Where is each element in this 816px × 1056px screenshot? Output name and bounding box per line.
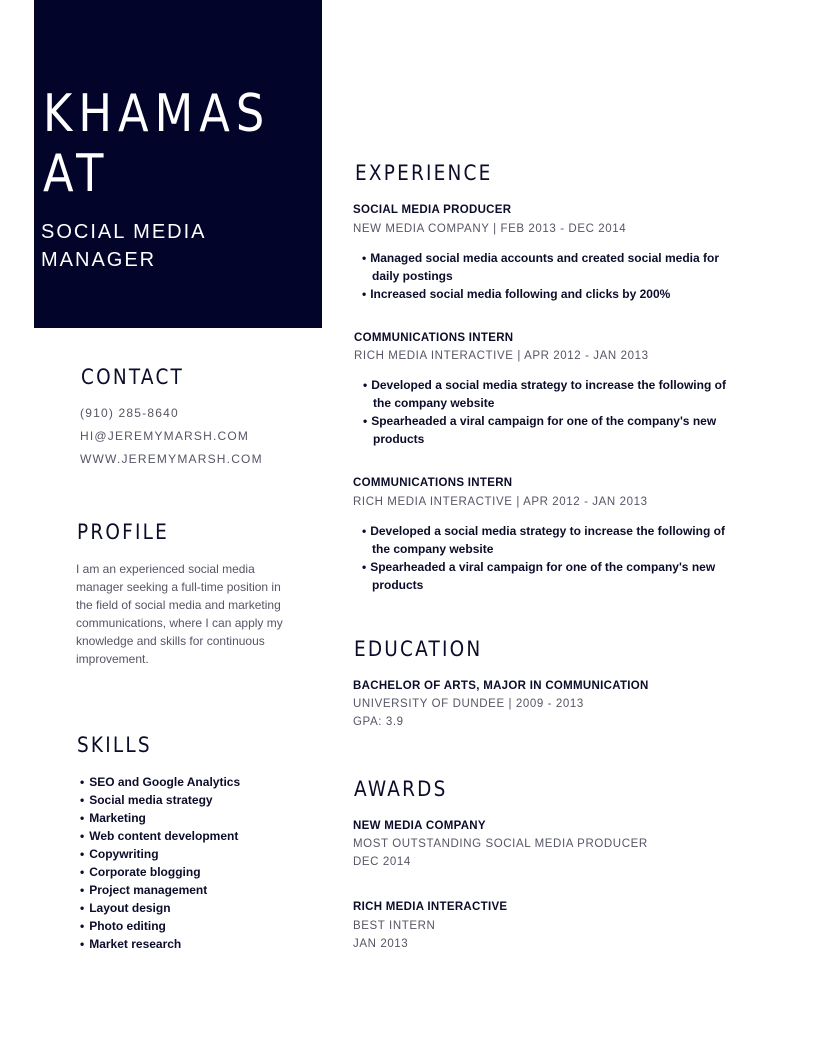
job-title: SOCIAL MEDIA PRODUCER [353, 204, 512, 216]
skills-heading: SKILLS [77, 733, 152, 757]
skill-item: • Layout design [77, 899, 240, 917]
skill-item: • Corporate blogging [77, 863, 240, 881]
skill-item: • Web content development [77, 827, 240, 845]
job-bullets [358, 522, 743, 594]
skill-item: • Project management [77, 881, 240, 899]
education-school: UNIVERSITY OF DUNDEE | 2009 - 2013 [353, 698, 584, 710]
skill-item: • Photo editing [77, 917, 240, 935]
education-gpa: GPA: 3.9 [353, 716, 404, 728]
education-heading: EDUCATION [354, 637, 483, 661]
skill-item: • Copywriting [77, 845, 240, 863]
job-title: COMMUNICATIONS INTERN [354, 332, 514, 344]
skill-item: • Market research [77, 935, 240, 953]
award-date: JAN 2013 [353, 938, 409, 950]
contact-phone: (910) 285-8640 [80, 406, 179, 420]
experience-heading: EXPERIENCE [355, 161, 493, 185]
job-bullet: • Developed a social media strategy to increase the following of the company website [358, 522, 743, 558]
profile-heading: PROFILE [77, 520, 169, 544]
job-bullet: • Increased social media following and clicks by 200% [358, 285, 743, 303]
profile-text: I am an experienced social media manager seeking a full-time position in the field of social media and marketing communications, where I can apply my knowledge and skills for continuous improvement. [76, 562, 283, 666]
contact-heading: CONTACT [81, 365, 185, 389]
award-title: MOST OUTSTANDING SOCIAL MEDIA PRODUCER [353, 838, 648, 850]
education-degree: BACHELOR OF ARTS, MAJOR IN COMMUNICATION [353, 680, 649, 692]
job-bullet: • Spearheaded a viral campaign for one of the company's new products [358, 558, 743, 594]
job-bullets [358, 249, 743, 303]
resume-name: KHAMAS AT [43, 84, 271, 204]
awards-heading: AWARDS [354, 777, 448, 801]
award-org: NEW MEDIA COMPANY [353, 820, 486, 832]
award-title: BEST INTERN [353, 920, 436, 932]
award-date: DEC 2014 [353, 856, 411, 868]
skills-list [77, 773, 240, 953]
job-bullet: • Managed social media accounts and created social media for daily postings [358, 249, 743, 285]
job-title: COMMUNICATIONS INTERN [353, 477, 513, 489]
job-meta: RICH MEDIA INTERACTIVE | APR 2012 - JAN 2013 [354, 350, 649, 362]
skill-item: • Social media strategy [77, 791, 240, 809]
job-meta: NEW MEDIA COMPANY | FEB 2013 - DEC 2014 [353, 223, 627, 235]
contact-website: WWW.JEREMYMARSH.COM [80, 452, 263, 466]
job-bullets [359, 376, 744, 448]
resume-job-title: SOCIAL MEDIA MANAGER [41, 221, 206, 271]
job-bullet: • Spearheaded a viral campaign for one of the company's new products [359, 412, 744, 448]
skill-item: • SEO and Google Analytics [77, 773, 240, 791]
award-org: RICH MEDIA INTERACTIVE [353, 901, 508, 913]
skill-item: • Marketing [77, 809, 240, 827]
job-bullet: • Developed a social media strategy to increase the following of the company website [359, 376, 744, 412]
job-meta: RICH MEDIA INTERACTIVE | APR 2012 - JAN 2013 [353, 496, 648, 508]
contact-email: HI@JEREMYMARSH.COM [80, 429, 250, 443]
